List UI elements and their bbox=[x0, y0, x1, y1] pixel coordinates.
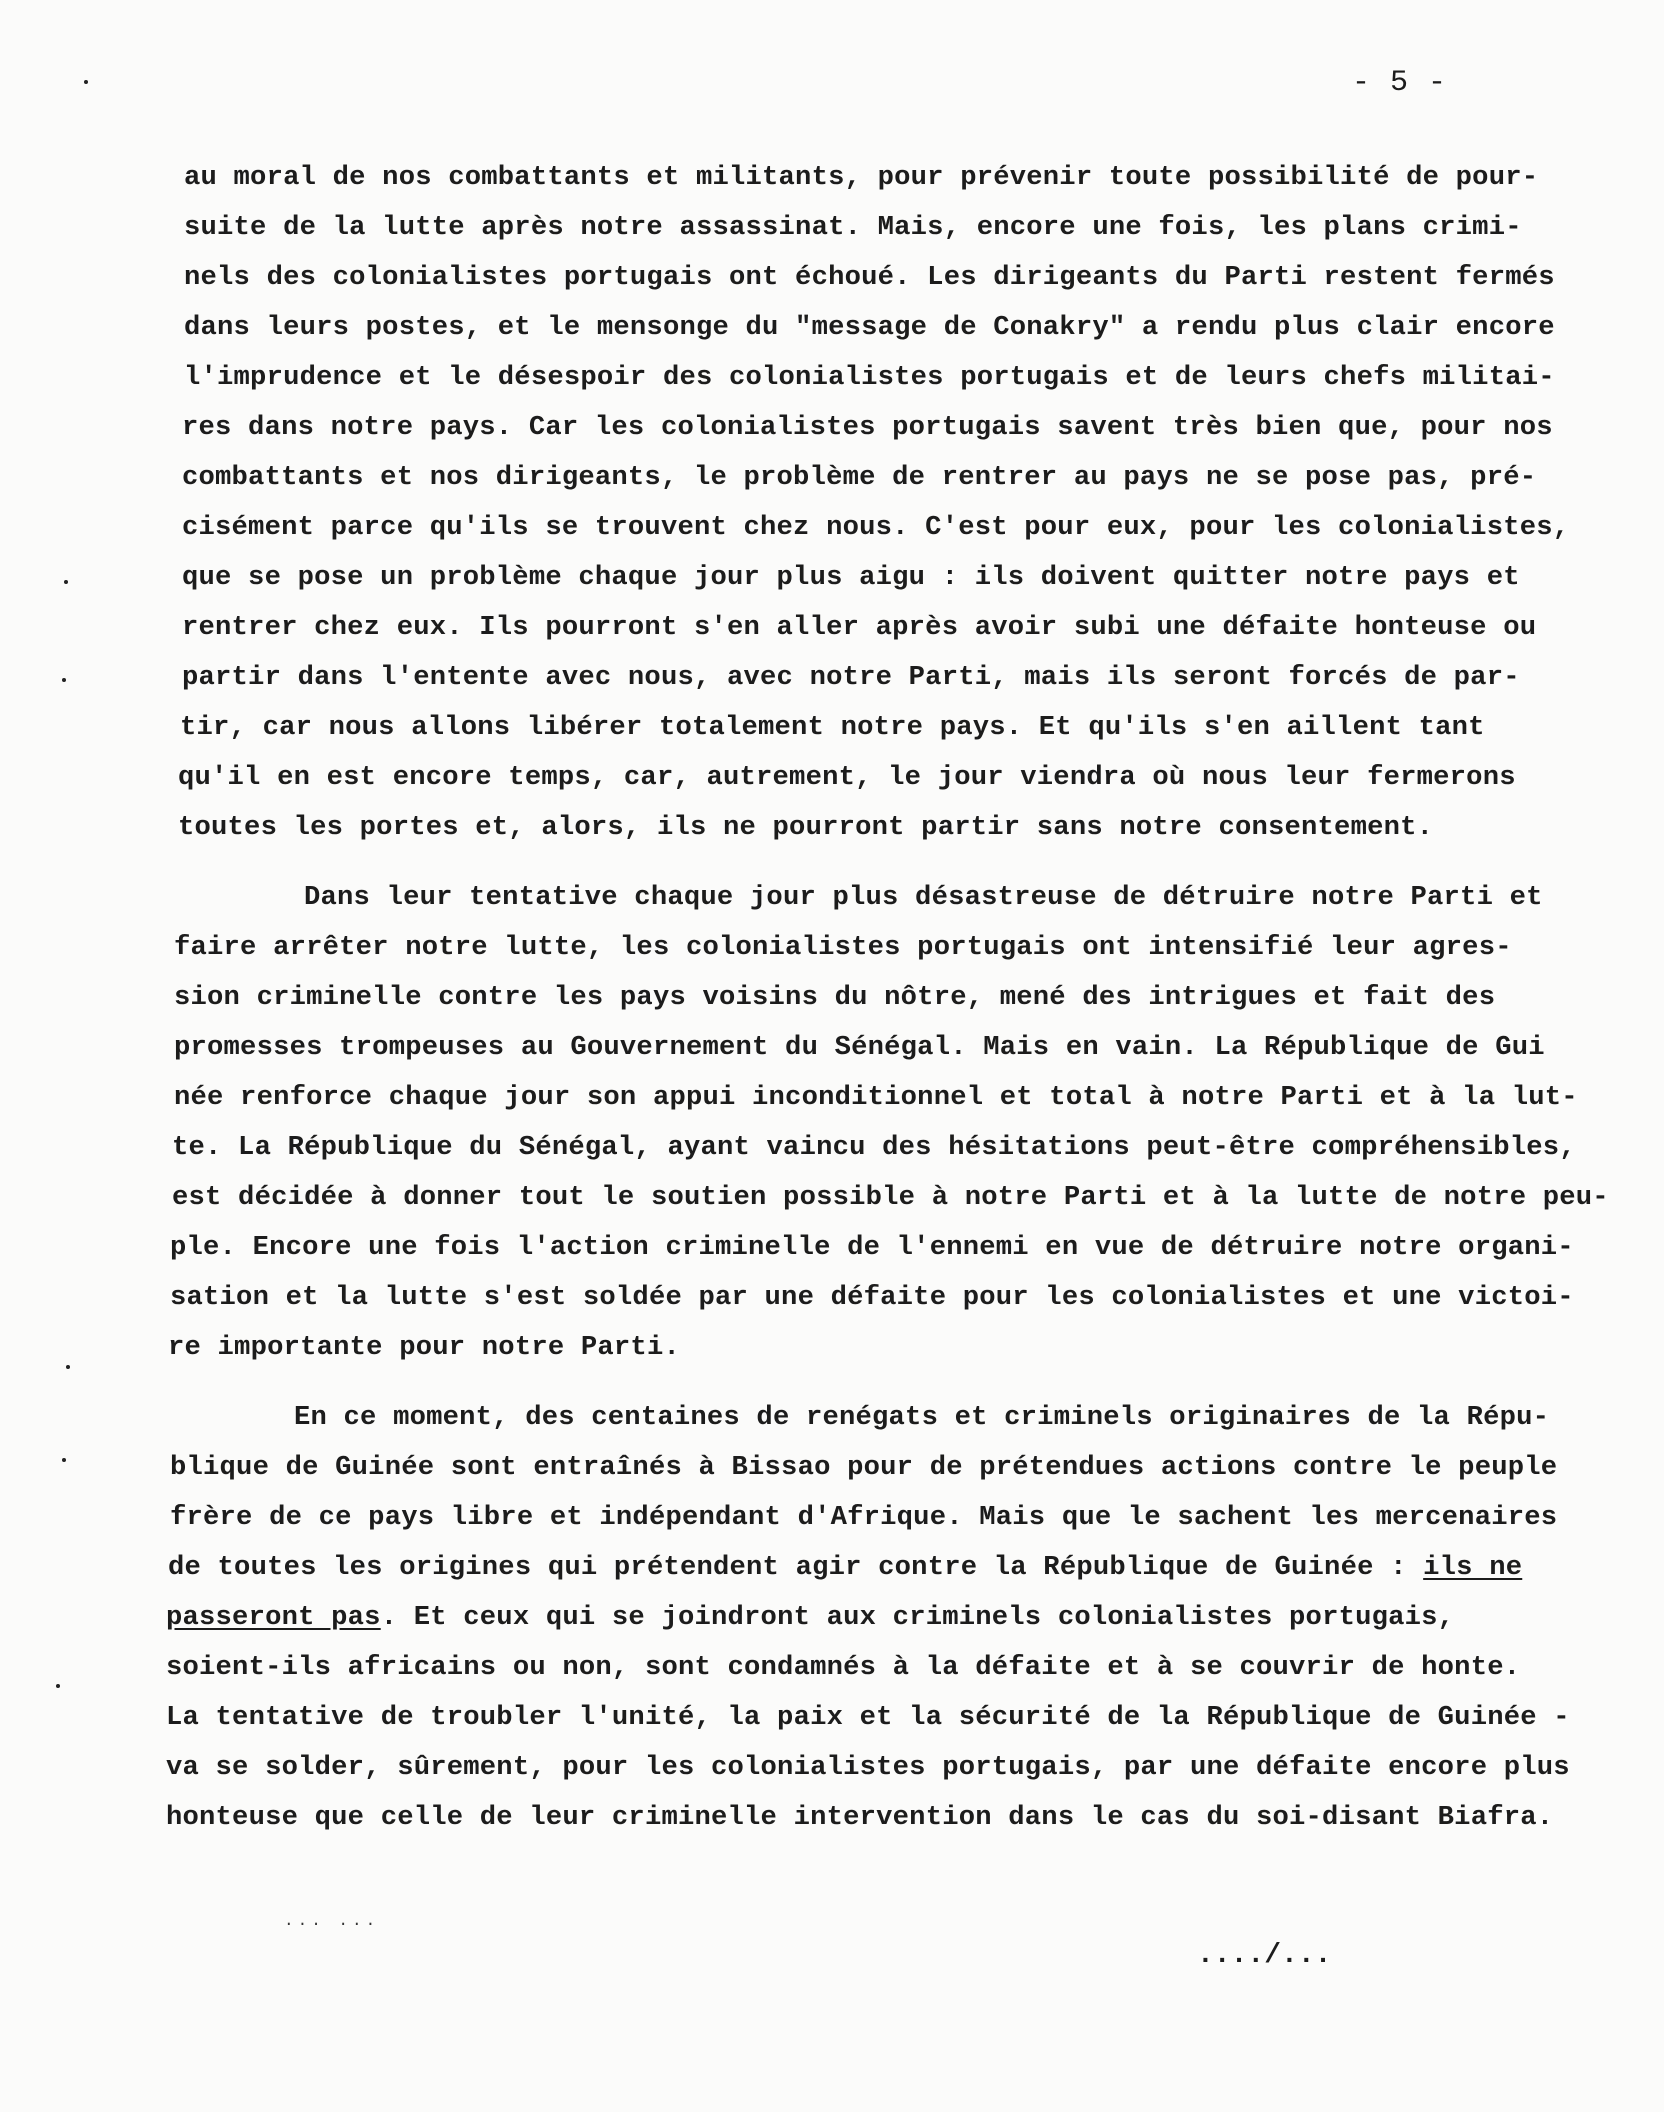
text-line: l'imprudence et le désespoir des colonialistes portugais et de leurs chefs militai- bbox=[184, 362, 1555, 393]
scan-speck bbox=[62, 678, 66, 682]
text-line: dans leurs postes, et le mensonge du "message de Conakry" a rendu plus clair encore bbox=[184, 312, 1555, 343]
text-line: suite de la lutte après notre assassinat. Mais, encore une fois, les plans crimi- bbox=[184, 212, 1522, 243]
text-line: partir dans l'entente avec nous, avec notre Parti, mais ils seront forcés de par- bbox=[182, 662, 1520, 693]
text-line: sion criminelle contre les pays voisins du nôtre, mené des intrigues et fait des bbox=[174, 982, 1496, 1013]
text-line: rentrer chez eux. Ils pourront s'en aller après avoir subi une défaite honteuse ou bbox=[182, 612, 1537, 643]
text-line: combattants et nos dirigeants, le problème de rentrer au pays ne se pose pas, pré- bbox=[182, 462, 1537, 493]
text-line: La tentative de troubler l'unité, la paix et la sécurité de la République de Guinée - bbox=[166, 1702, 1570, 1733]
text-line: faire arrêter notre lutte, les colonialistes portugais ont intensifié leur agres- bbox=[174, 932, 1512, 963]
text-line: au moral de nos combattants et militants, pour prévenir toute possibilité de pour- bbox=[184, 162, 1539, 193]
text-line: va se solder, sûrement, pour les colonialistes portugais, par une défaite encore plus bbox=[166, 1752, 1570, 1783]
text-line: nels des colonialistes portugais ont échoué. Les dirigeants du Parti restent fermés bbox=[184, 262, 1555, 293]
page-number: - 5 - bbox=[1352, 66, 1448, 100]
text-line: cisément parce qu'ils se trouvent chez nous. C'est pour eux, pour les colonialistes, bbox=[182, 512, 1570, 543]
text-line: née renforce chaque jour son appui inconditionnel et total à notre Parti et à la lut- bbox=[174, 1082, 1578, 1113]
text-line: toutes les portes et, alors, ils ne pourront partir sans notre consentement. bbox=[178, 812, 1434, 843]
text-line: ple. Encore une fois l'action criminelle de l'ennemi en vue de détruire notre organi- bbox=[170, 1232, 1574, 1263]
text-line: est décidée à donner tout le soutien possible à notre Parti et à la lutte de notre peu- bbox=[172, 1182, 1609, 1213]
underlined-emphasis: passeront pas bbox=[166, 1602, 381, 1633]
scan-speck bbox=[64, 580, 68, 584]
text-line: promesses trompeuses au Gouvernement du Sénégal. Mais en vain. La République de Gui bbox=[174, 1032, 1545, 1063]
underlined-emphasis: ils ne bbox=[1423, 1552, 1523, 1583]
scan-speck bbox=[56, 1684, 60, 1688]
text-line bbox=[168, 1553, 1522, 1583]
text-line: En ce moment, des centaines de renégats et criminels originaires de la Répu- bbox=[294, 1402, 1550, 1433]
text-line bbox=[166, 1603, 1454, 1633]
text-line: soient-ils africains ou non, sont condamnés à la défaite et à se couvrir de honte. bbox=[166, 1652, 1521, 1683]
text-line: honteuse que celle de leur criminelle intervention dans le cas du soi-disant Biafra. bbox=[166, 1802, 1554, 1833]
text-line: Dans leur tentative chaque jour plus désastreuse de détruire notre Parti et bbox=[304, 882, 1543, 913]
text-line: que se pose un problème chaque jour plus aigu : ils doivent quitter notre pays et bbox=[182, 562, 1520, 593]
text-line: tir, car nous allons libérer totalement notre pays. Et qu'ils s'en aillent tant bbox=[180, 712, 1485, 743]
text-line: re importante pour notre Parti. bbox=[168, 1332, 680, 1363]
text-segment: de toutes les origines qui prétendent agir contre la République de Guinée : bbox=[168, 1552, 1424, 1583]
scan-speck bbox=[84, 80, 88, 84]
bottom-dots: ... ... bbox=[284, 1912, 380, 1930]
text-line: qu'il en est encore temps, car, autrement, le jour viendra où nous leur fermerons bbox=[178, 762, 1516, 793]
scan-speck bbox=[62, 1458, 66, 1462]
scan-speck bbox=[66, 1365, 70, 1369]
text-line: res dans notre pays. Car les colonialistes portugais savent très bien que, pour nos bbox=[182, 412, 1553, 443]
continuation-mark: ..../... bbox=[1197, 1940, 1332, 1971]
text-line: blique de Guinée sont entraînés à Bissao pour de prétendues actions contre le peuple bbox=[170, 1452, 1558, 1483]
text-line: te. La République du Sénégal, ayant vaincu des hésitations peut-être compréhensibles, bbox=[172, 1132, 1576, 1163]
text-line: frère de ce pays libre et indépendant d'Afrique. Mais que le sachent les mercenaires bbox=[170, 1502, 1558, 1533]
text-segment: . Et ceux qui se joindront aux criminels colonialistes portugais, bbox=[380, 1602, 1455, 1633]
text-line: sation et la lutte s'est soldée par une défaite pour les colonialistes et une victoi- bbox=[170, 1282, 1574, 1313]
